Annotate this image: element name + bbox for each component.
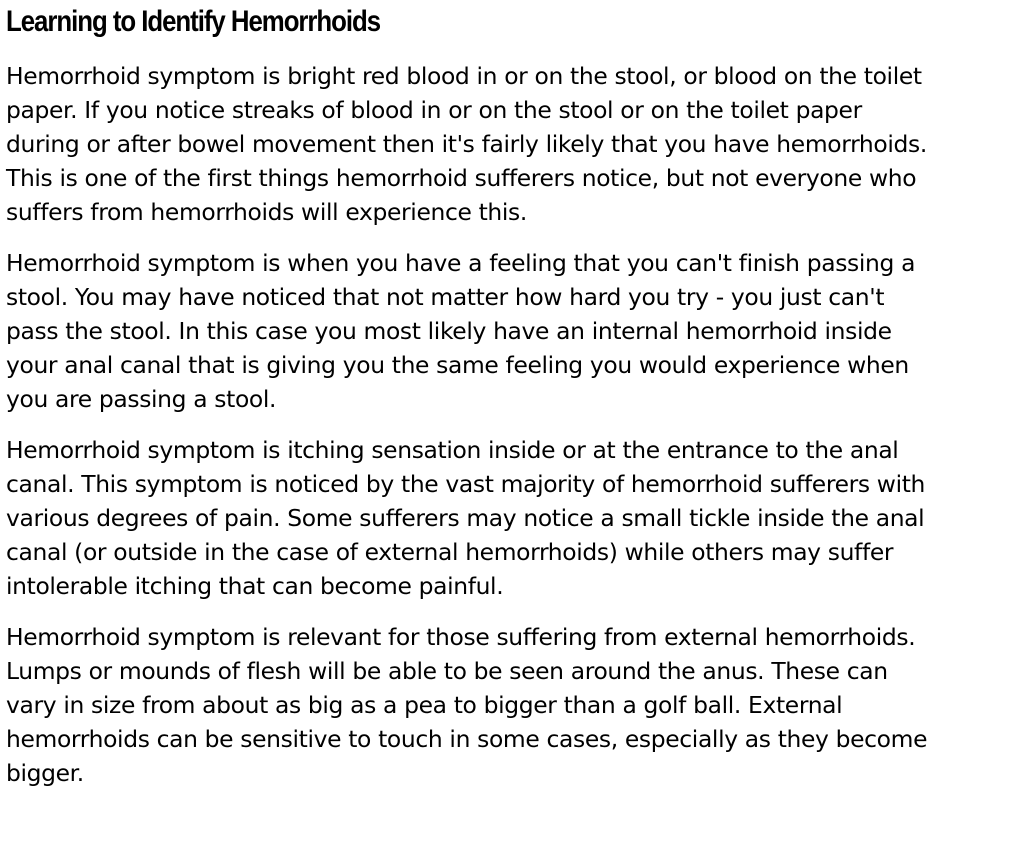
text-line: Hemorrhoid symptom is relevant for those suffering from external hemorrhoids. — [6, 623, 916, 651]
text-line: This is one of the first things hemorrhoid sufferers notice, but not everyone who — [6, 164, 917, 192]
text-line: canal (or outside in the case of external hemorrhoids) while others may suffer — [6, 538, 894, 566]
text-line: stool. You may have noticed that not matter how hard you try - you just can't — [6, 283, 885, 311]
page-title: Learning to Identify Hemorrhoids — [6, 5, 381, 38]
text-line: various degrees of pain. Some sufferers may notice a small tickle inside the anal — [6, 504, 925, 532]
article — [6, 0, 1009, 790]
text-line: Hemorrhoid symptom is when you have a feeling that you can't finish passing a — [6, 249, 916, 277]
text-line: Lumps or mounds of flesh will be able to be seen around the anus. These can — [6, 657, 888, 685]
paragraph-external-lumps — [6, 620, 1009, 790]
paragraph-blood — [6, 59, 1009, 229]
text-line: hemorrhoids can be sensitive to touch in some cases, especially as they become — [6, 725, 928, 753]
text-line: pass the stool. In this case you most likely have an internal hemorrhoid inside — [6, 317, 892, 345]
paragraph-itching — [6, 433, 1009, 603]
text-line: suffers from hemorrhoids will experience this. — [6, 198, 527, 226]
text-line: Hemorrhoid symptom is bright red blood in or on the stool, or blood on the toilet — [6, 62, 922, 90]
paragraph-incomplete-stool — [6, 246, 1009, 416]
text-line: your anal canal that is giving you the same feeling you would experience when — [6, 351, 909, 379]
text-line: paper. If you notice streaks of blood in or on the stool or on the toilet paper — [6, 96, 862, 124]
text-line: canal. This symptom is noticed by the vast majority of hemorrhoid sufferers with — [6, 470, 926, 498]
text-line: during or after bowel movement then it's fairly likely that you have hemorrhoids. — [6, 130, 927, 158]
text-line: intolerable itching that can become painful. — [6, 572, 504, 600]
text-line: vary in size from about as big as a pea to bigger than a golf ball. External — [6, 691, 843, 719]
text-line: Hemorrhoid symptom is itching sensation inside or at the entrance to the anal — [6, 436, 899, 464]
text-line: bigger. — [6, 759, 84, 787]
text-line: you are passing a stool. — [6, 385, 277, 413]
